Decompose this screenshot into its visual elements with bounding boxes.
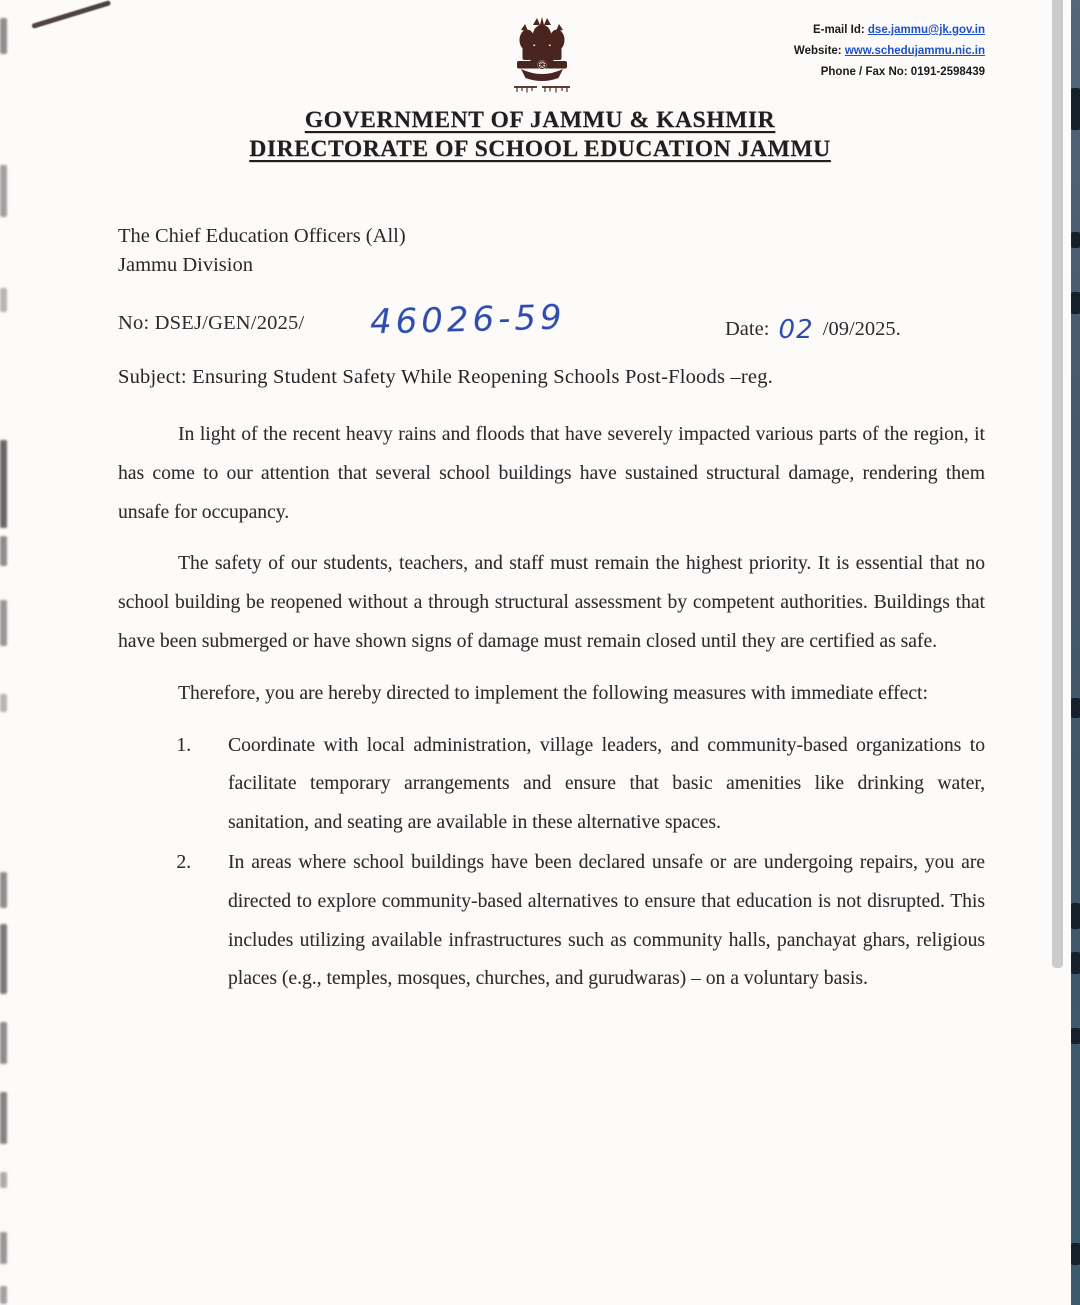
phone-line: Phone / Fax No: 0191-2598439 <box>820 66 985 78</box>
scan-left-edge-artifacts <box>0 0 14 1305</box>
date-rest: /09/2025. <box>822 318 901 340</box>
scan-right-edge-strip <box>1071 0 1080 1305</box>
paragraph-3: Therefore, you are hereby directed to implement the following measures with immediate effect: <box>178 682 928 704</box>
date-group <box>725 312 901 345</box>
letter-body <box>118 416 985 1000</box>
website-link[interactable]: www.schedujammu.nic.in <box>844 45 985 57</box>
email-line <box>794 20 985 41</box>
date-label: Date: <box>725 318 770 340</box>
reference-row <box>118 297 985 356</box>
addressee-line1: The Chief Education Officers (All) <box>118 225 406 247</box>
letterhead-contact-block <box>794 20 985 83</box>
directorate-title: DIRECTORATE OF SCHOOL EDUCATION JAMMU <box>249 136 831 162</box>
list-item-2: 2. In areas where school buildings have been declared unsafe or are undergoing repairs, you are directed to explore community-based alternatives to ensure that education is not disrupted. This includes utilizing available infrastructures such as community halls, panchayat ghars, religious places (e.g., temples, mosques, churches, and gurudwaras) – on a voluntary basis. <box>196 844 985 999</box>
reference-number-label: No: DSEJ/GEN/2025/ <box>118 312 305 334</box>
letter-header <box>0 106 1080 164</box>
addressee-line2: Jammu Division <box>118 254 253 276</box>
government-title: GOVERNMENT OF JAMMU & KASHMIR <box>304 107 776 133</box>
pen-stroke-mark <box>31 0 111 29</box>
paragraph-1: In light of the recent heavy rains and floods that have severely impacted various parts of the region, it has come to our attention that several school buildings have sustained structural damage, rendering them unsafe for occupancy. <box>118 424 985 523</box>
addressee-block <box>118 222 406 280</box>
website-line <box>794 41 985 62</box>
website-label: Website: <box>793 45 842 57</box>
national-emblem-icon <box>509 16 575 98</box>
email-link[interactable]: dse.jammu@jk.gov.in <box>867 24 985 36</box>
satyameva-jayate-motto <box>514 87 570 93</box>
measures-list <box>118 727 985 1000</box>
paragraph-2: The safety of our students, teachers, and staff must remain the highest priority. It is essential that no school building be reopened without a through structural assessment by competent authorities. Buildings that have been submerged or have shown signs of damage must remain closed until they are certified as safe. <box>118 553 985 652</box>
subject-line: Subject: Ensuring Student Safety While Reopening Schools Post-Floods –reg. <box>118 366 774 388</box>
list-item-1: 1. Coordinate with local administration, village leaders, and community-based organizations to facilitate temporary arrangements and ensure that basic amenities like drinking water, sanitation, and seating are available in these alternative spaces. <box>196 727 985 843</box>
email-label: E-mail Id: <box>812 24 865 36</box>
reference-number-handwritten: 46026-59 <box>369 297 567 343</box>
date-day-handwritten: 02 <box>778 315 814 345</box>
